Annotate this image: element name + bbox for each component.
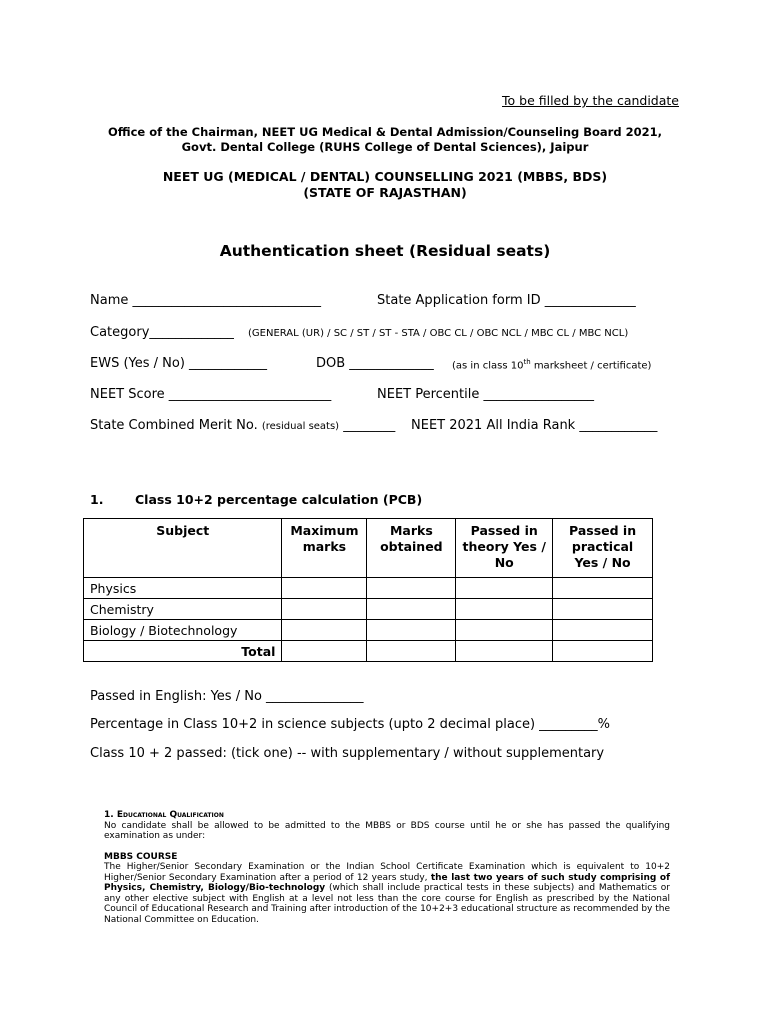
page-title: Authentication sheet (Residual seats) (219, 242, 551, 260)
dob-note-pre: (as in class 10 (452, 360, 524, 372)
state-application-field[interactable]: State Application form ID ______________ (377, 293, 636, 308)
office-line-1: Office of the Chairman, NEET UG Medical & Dental Admission/Counseling Board 2021, (108, 125, 662, 139)
total-label: Total (84, 641, 282, 662)
supplementary-field[interactable]: Class 10 + 2 passed: (tick one) -- with supplementary / without supplementary (90, 746, 605, 761)
table-row (84, 599, 653, 620)
mbbs-text (104, 862, 670, 925)
subject-biology: Biology / Biotechnology (84, 620, 282, 641)
table-total-row (84, 641, 653, 662)
name-field[interactable]: Name _____________________________ (90, 293, 321, 308)
cell-input[interactable] (367, 620, 456, 641)
cell-input[interactable] (282, 620, 367, 641)
candidate-note: To be filled by the candidate (502, 93, 679, 108)
merit-number-field[interactable] (90, 418, 395, 433)
dob-note (452, 358, 651, 371)
ews-field[interactable]: EWS (Yes / No) ____________ (90, 356, 268, 371)
education-heading: 1. Educational Qualification (104, 810, 224, 820)
mbbs-text-part-2: (which shall include practical tests in these subjects) and Mathematics or any other elective subject with English at a level not less than the core course for English as prescribed by the National Council of Educational Research and Training after introduction of the 10+2+3 educational structure as recommended by the National Committee on Education. (104, 883, 671, 925)
dob-field[interactable]: DOB _____________ (316, 356, 434, 371)
counselling-header (0, 169, 770, 201)
subject-chemistry: Chemistry (84, 599, 282, 620)
dob-note-post: marksheet / certificate) (530, 360, 652, 372)
header-passed-theory: Passed in theory Yes / No (456, 519, 553, 578)
cell-input[interactable] (367, 599, 456, 620)
category-field[interactable]: Category_____________ (90, 325, 234, 340)
table-row (84, 578, 653, 599)
cell-input[interactable] (553, 578, 653, 599)
passed-english-field[interactable]: Passed in English: Yes / No _______________ (90, 689, 364, 704)
percentage-field[interactable]: Percentage in Class 10+2 in science subjects (upto 2 decimal place) _________% (90, 717, 611, 732)
dob-note-sup: th (523, 358, 531, 366)
office-line-2: Govt. Dental College (RUHS College of Dental Sciences), Jaipur (181, 140, 589, 154)
table-header-row (84, 519, 653, 578)
counselling-line-2: (STATE OF RAJASTHAN) (303, 185, 467, 200)
section-number: 1. (90, 492, 104, 507)
office-header (0, 125, 770, 155)
merit-note: (residual seats) (261, 421, 340, 432)
cell-input[interactable] (553, 620, 653, 641)
cell-input[interactable] (456, 578, 553, 599)
subject-physics: Physics (84, 578, 282, 599)
cell-input[interactable] (456, 599, 553, 620)
cell-input[interactable] (367, 641, 456, 662)
header-passed-practical: Passed in practical Yes / No (553, 519, 653, 578)
category-options-note: (GENERAL (UR) / SC / ST / ST - STA / OBC CL / OBC NCL / MBC CL / MBC NCL) (248, 328, 629, 339)
education-section (104, 810, 670, 925)
neet-percentile-field[interactable]: NEET Percentile _________________ (377, 387, 594, 402)
mbbs-text-part-1: The Higher/Senior Secondary Examination or the Indian School Certificate Examination which is equivalent to 10+2 Higher/Senior Secondary Examination after a period of 12 years study, (104, 862, 670, 883)
all-india-rank-field[interactable]: NEET 2021 All India Rank ____________ (411, 418, 658, 433)
cell-input[interactable] (553, 599, 653, 620)
merit-blank: ________ (339, 418, 396, 433)
counselling-line-1: NEET UG (MEDICAL / DENTAL) COUNSELLING 2021 (MBBS, BDS) (162, 169, 608, 184)
neet-score-field[interactable]: NEET Score _________________________ (90, 387, 332, 402)
merit-label: State Combined Merit No. (90, 418, 258, 433)
cell-input[interactable] (553, 641, 653, 662)
cell-input[interactable] (456, 641, 553, 662)
header-subject: Subject (84, 519, 282, 578)
marks-table (83, 518, 653, 662)
cell-input[interactable] (456, 620, 553, 641)
cell-input[interactable] (282, 578, 367, 599)
table-row (84, 620, 653, 641)
section-heading: Class 10+2 percentage calculation (PCB) (135, 492, 423, 507)
education-intro: No candidate shall be allowed to be admitted to the MBBS or BDS course until he or she has passed the qualifying examination as under: (104, 820, 670, 841)
mbbs-text-bold: the last two years of such study comprising of Physics, Chemistry, Biology/Bio-technology (104, 872, 670, 893)
cell-input[interactable] (282, 641, 367, 662)
cell-input[interactable] (367, 578, 456, 599)
cell-input[interactable] (282, 599, 367, 620)
header-marks-obtained: Marks obtained (367, 519, 456, 578)
header-maximum-marks: Maximum marks (282, 519, 367, 578)
mbbs-heading: MBBS COURSE (104, 851, 178, 862)
